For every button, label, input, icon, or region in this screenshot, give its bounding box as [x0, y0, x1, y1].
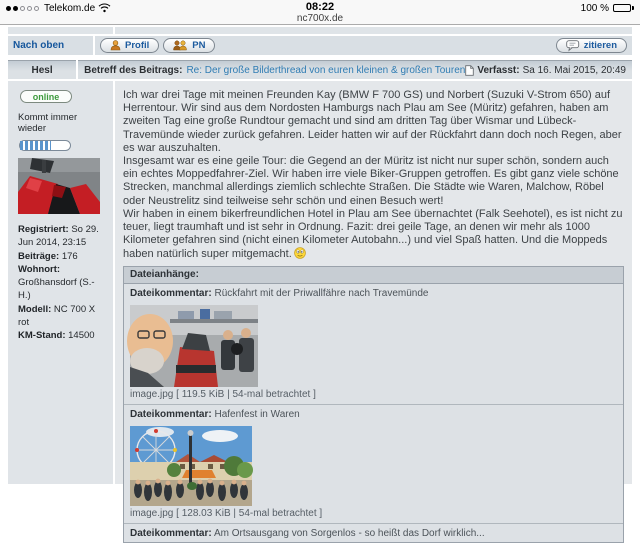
attachment-file-info: image.jpg [ 119.5 KiB | 54-mal betrachtet ] [130, 389, 316, 401]
private-message-button[interactable] [163, 38, 215, 53]
attachment-comment: Dateikommentar: Am Ortsausgang von Sorgenlos - so heißt das Dorf wirklich... [130, 528, 485, 540]
attachment-entry-2 [124, 405, 623, 524]
battery-icon [613, 4, 634, 12]
post-toolbar-row [8, 36, 632, 55]
attachment-entry-1 [124, 284, 623, 405]
detail-model: Modell: NC 700 X rot [18, 303, 96, 329]
ios-status-bar [0, 0, 640, 25]
two-persons-icon [173, 40, 188, 51]
status-right [581, 2, 634, 14]
person-icon [110, 40, 121, 51]
post-author-cell [8, 60, 76, 79]
subject-label: Betreff des Beitrags: [84, 64, 183, 76]
back-to-top-link[interactable]: Nach oben [13, 40, 65, 51]
site-title: nc700x.de [296, 13, 344, 24]
toolbar-right-cell [95, 36, 632, 55]
attachment-comment: Dateikommentar: Hafenfest in Waren [130, 409, 300, 421]
post-author-name: Hesl [31, 64, 53, 76]
posted-date: Sa 16. Mai 2015, 20:49 [522, 64, 626, 76]
toolbar-left-cell [8, 36, 93, 55]
rank-progress-bar [19, 140, 71, 151]
post-paragraph: Ich war drei Tage mit meinen Freunden Kay (BMW F 700 GS) und Norbert (Suzuki V-Strom 650) auf Herrentour. Wir sind aus dem Nordosten Hamburgs nach Plau am See (Müritz) gefahren, haben am zweiten Tag eine große Rundtour gemacht und sind am dritten Tag über Wismar und Lübeck-Travemünde wieder zurück gefahren. Leider hatten wir auf der Rückfahrt dann doch noch Regen, aber es war auszuhalten. [123, 89, 622, 154]
detail-location: Wohnort: Großhansdorf (S.-H.) [18, 263, 95, 302]
forum-page [0, 25, 640, 540]
attachment-entry-3 [124, 524, 623, 542]
attachment-thumbnail-festival[interactable] [130, 426, 252, 506]
profile-button[interactable] [100, 38, 159, 53]
previous-post-sidebar-fragment [8, 27, 113, 34]
previous-post-clipped-row [8, 27, 632, 34]
online-status-badge: online [20, 90, 72, 103]
quote-button-label: zitieren [583, 40, 617, 51]
attachment-thumbnail-selfie[interactable] [130, 305, 258, 387]
detail-mileage: KM-Stand: 14500 [18, 330, 95, 342]
post-subject-cell [78, 60, 632, 79]
post-document-icon [465, 65, 474, 76]
pm-button-label: PN [192, 40, 206, 51]
battery-percent: 100 % [580, 2, 609, 14]
author-avatar [18, 158, 100, 214]
detail-posts: Beiträge: 176 [18, 250, 78, 262]
post-header-row [8, 60, 632, 79]
profile-button-label: Profil [125, 40, 150, 51]
grin-smiley-icon [294, 247, 306, 259]
author-sidebar [8, 81, 113, 484]
quote-button[interactable] [556, 38, 627, 53]
posted-info [465, 65, 626, 76]
posted-label: Verfasst: [477, 64, 520, 76]
attachments-box [123, 266, 624, 543]
clock: 08:22 [305, 1, 335, 13]
attachment-file-info: image.jpg [ 128.03 KiB | 54-mal betrachtet ] [130, 508, 323, 520]
attachments-header: Dateianhänge: [124, 267, 623, 284]
post-content [115, 81, 632, 540]
post-row [8, 81, 632, 540]
attachment-comment: Dateikommentar: Rückfahrt mit der Priwallfähre nach Travemünde [130, 288, 429, 300]
author-details [18, 223, 103, 343]
post-paragraph: Wir haben in einem bikerfreundlichen Hotel in Plau am See übernachtet (Falk Seehotel), es ist nicht zu teuer, liegt traumhaft und ist sehr in Ordnung. Fazit: drei geile Tage, an denen wir mehr als 1000 Kilometer gefahren sind (nicht einen Kilometer Autobahn...) und viel Spaß hatten. Und die Moppeds haben natürlich super mitgemacht. [123, 207, 623, 261]
carrier-label: Telekom.de [44, 2, 96, 14]
author-rank: Kommt immer wieder [18, 112, 78, 134]
previous-post-body-fragment [115, 27, 632, 34]
post-paragraph: Insgesamt war es eine geile Tour: die Gegend an der Müritz ist nicht nur super schön, sondern auch ein echtes Moppedfahrer-Ziel. Wir haben irre viele Biker-Gruppen getroffen. Es gibt ganz viele schöne Strecken, manchmal allerdings ziemlich schlechte Straßen. Die Städte wie Waren, Malchow, Röbel oder Neustrelitz sind teilweise sehr schön und einen Besuch wert! [123, 154, 619, 207]
subject-link[interactable]: Re: Der große Bilderthread von euren kleinen & großen Touren [186, 64, 466, 76]
quote-bubble-icon [566, 40, 580, 51]
detail-registered: Registriert: So 29. Jun 2014, 23:15 [18, 224, 99, 249]
